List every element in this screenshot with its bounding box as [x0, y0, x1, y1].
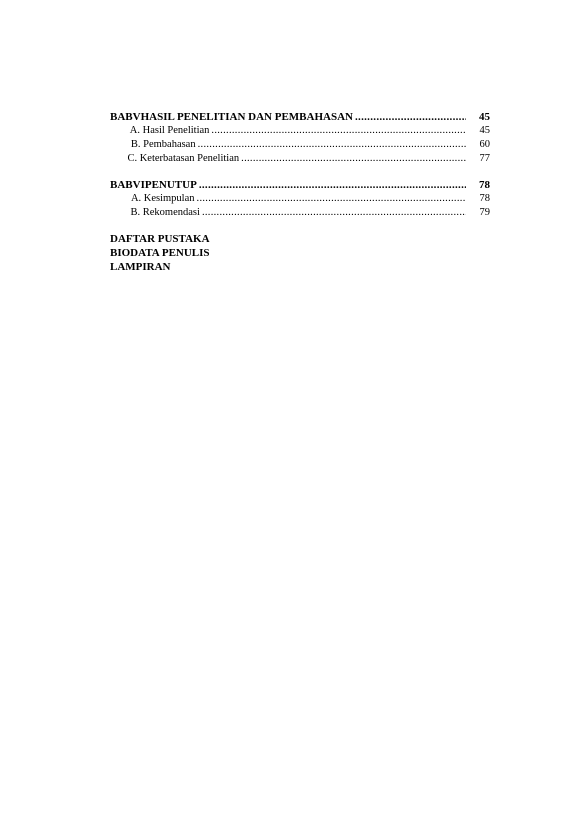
chapter-title: PENUTUP — [144, 179, 197, 191]
section-page-number: 77 — [479, 153, 490, 164]
table-of-contents — [110, 110, 490, 274]
chapter-page-number: 78 — [479, 179, 490, 191]
section-title: B. Pembahasan — [130, 139, 196, 150]
toc-section-row — [110, 124, 490, 138]
section-page-number: 78 — [479, 193, 490, 204]
dot-leader — [211, 124, 466, 138]
toc-section-row — [110, 152, 490, 166]
chapter-page-number: 45 — [479, 111, 490, 123]
section-title: B. Rekomendasi — [130, 207, 200, 218]
section-page-number: 79 — [479, 207, 490, 218]
dot-leader — [355, 110, 466, 124]
toc-back-matter-daftar-pustaka: DAFTAR PUSTAKA — [110, 233, 210, 245]
section-title: A. Hasil Penelitian — [129, 125, 210, 136]
chapter-label: BAB — [110, 111, 133, 123]
section-page-number: 60 — [479, 139, 490, 150]
chapter-number: V — [132, 111, 141, 123]
section-title: C. Keterbatasan Penelitian — [127, 153, 240, 164]
toc-back-matter-lampiran: LAMPIRAN — [110, 261, 171, 273]
toc-section-row — [110, 138, 490, 152]
dot-leader — [241, 152, 466, 166]
section-title: A. Kesimpulan — [130, 193, 195, 204]
toc-chapter-row — [110, 110, 490, 124]
toc-back-matter-biodata-penulis: BIODATA PENULIS — [110, 247, 210, 259]
chapter-number: VI — [132, 179, 145, 191]
dot-leader — [198, 138, 466, 152]
dot-leader — [202, 206, 466, 220]
toc-section-row — [110, 192, 490, 206]
chapter-title: HASIL PENELITIAN DAN PEMBAHASAN — [140, 111, 353, 123]
dot-leader — [197, 192, 466, 206]
section-page-number: 45 — [479, 125, 490, 136]
dot-leader — [199, 178, 466, 192]
chapter-label: BAB — [110, 179, 133, 191]
toc-chapter-row — [110, 178, 490, 192]
toc-section-row — [110, 206, 490, 220]
